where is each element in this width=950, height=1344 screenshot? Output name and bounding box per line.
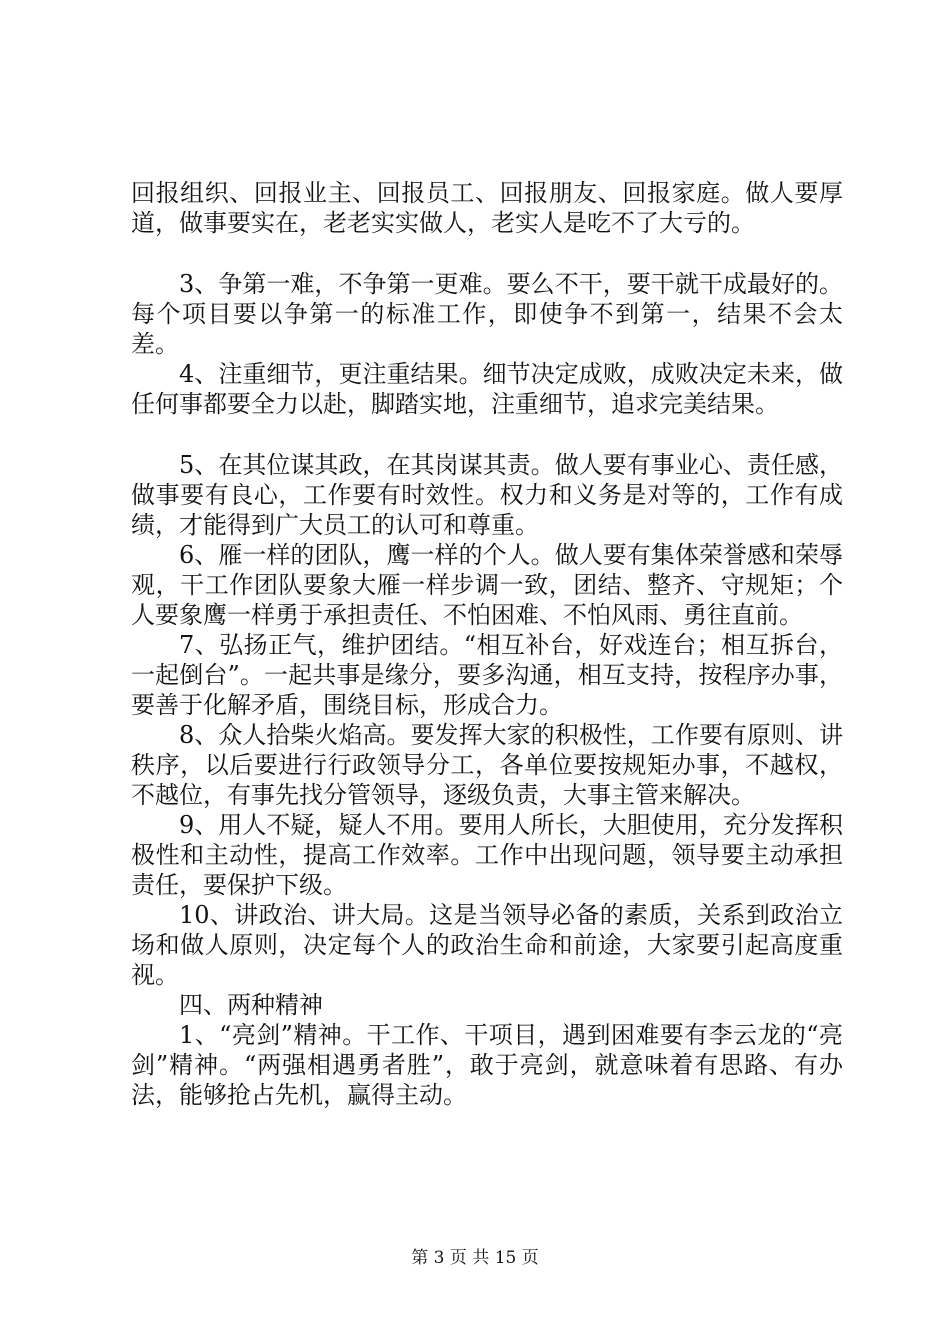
document-body: [131, 178, 843, 1110]
paragraph-continuation: 回报组织、回报业主、回报员工、回报朋友、回报家庭。做人要厚道，做事要实在，老老实实做人，老实人是吃不了大亏的。: [131, 179, 843, 237]
paragraph-item-5: 5、在其位谋其政，在其岗谋其责。做人要有事业心、责任感，做事要有良心，工作要有时效性。权力和义务是对等的，工作有成绩，才能得到广大员工的认可和尊重。: [131, 451, 843, 539]
paragraph-item-6: 6、雁一样的团队，鹰一样的个人。做人要有集体荣誉感和荣辱观，干工作团队要象大雁一样步调一致，团结、整齐、守规矩；个人要象鹰一样勇于承担责任、不怕困难、不怕风雨、勇往直前。: [131, 541, 843, 629]
section-heading: 四、两种精神: [179, 991, 323, 1019]
paragraph-spirit-1: 1、“亮剑”精神。干工作、干项目，遇到困难要有李云龙的“亮剑”精神。“两强相遇勇者胜”，敢于亮剑，就意味着有思路、有办法，能够抢占先机，赢得主动。: [131, 1021, 843, 1109]
page-number-footer: 第 3 页 共 15 页: [411, 1248, 539, 1268]
paragraph-item-8: 8、众人拾柴火焰高。要发挥大家的积极性，工作要有原则、讲秩序，以后要进行行政领导分工，各单位要按规矩办事，不越权，不越位，有事先找分管领导，逐级负责，大事主管来解决。: [131, 721, 843, 809]
paragraph-item-9: 9、用人不疑，疑人不用。要用人所长，大胆使用，充分发挥积极性和主动性，提高工作效率。工作中出现问题，领导要主动承担责任，要保护下级。: [131, 811, 843, 899]
paragraph-item-3: 3、争第一难，不争第一更难。要么不干，要干就干成最好的。每个项目要以争第一的标准工作，即使争不到第一，结果不会太差。: [131, 270, 843, 358]
paragraph-item-4: 4、注重细节，更注重结果。细节决定成败，成败决定未来，做任何事都要全力以赴，脚踏实地，注重细节，追求完美结果。: [131, 360, 843, 418]
paragraph-item-7: 7、弘扬正气，维护团结。“相互补台，好戏连台；相互拆台，一起倒台”。一起共事是缘分，要多沟通，相互支持，按程序办事，要善于化解矛盾，围绕目标，形成合力。: [131, 631, 843, 719]
paragraph-item-10: 10、讲政治、讲大局。这是当领导必备的素质，关系到政治立场和做人原则，决定每个人的政治生命和前途，大家要引起高度重视。: [131, 901, 843, 989]
